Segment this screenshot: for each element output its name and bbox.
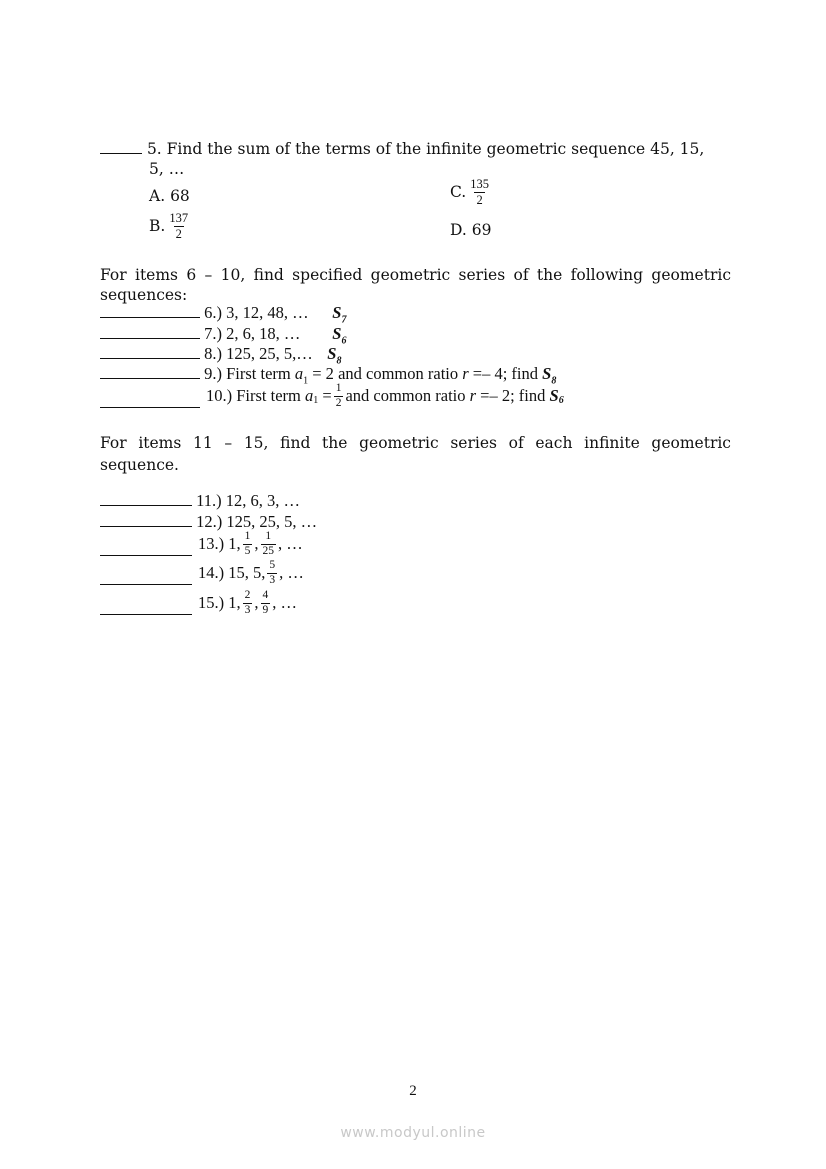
item-10-variable: a xyxy=(305,386,314,405)
item-9-variable-index: 1 xyxy=(303,375,309,387)
option-d-value: 69 xyxy=(471,221,492,239)
item-9-value: = 2 xyxy=(312,364,334,383)
option-c-fraction xyxy=(468,178,491,206)
item-14-first-terms: 15, 5, xyxy=(228,563,266,582)
option-c xyxy=(450,178,493,206)
item-7-sequence: 2, 6, 18, … xyxy=(226,324,301,343)
item-7-series-index: 6 xyxy=(341,335,347,347)
fraction-denominator: 2 xyxy=(335,396,342,409)
item-10-equals: = xyxy=(322,386,332,405)
answer-blank-14[interactable] xyxy=(100,571,192,585)
item-7 xyxy=(100,324,346,346)
item-9-series-index: 8 xyxy=(551,375,557,387)
answer-blank-10[interactable] xyxy=(100,394,200,408)
q5-number: 5. xyxy=(146,140,162,158)
item-10-series-index: 6 xyxy=(558,394,564,406)
item-8-series-symbol: S xyxy=(327,344,337,363)
item-13-ellipsis: , … xyxy=(278,534,303,553)
item-9-ratio-text: and common ratio xyxy=(338,364,459,383)
item-15-first-term: 1, xyxy=(228,593,241,612)
item-10-variable-index: 1 xyxy=(313,394,319,406)
item-9-variable: a xyxy=(294,364,304,383)
item-6-number: 6.) xyxy=(204,303,222,322)
option-d-label: D. xyxy=(450,221,467,239)
page-number: 2 xyxy=(409,1083,417,1099)
item-11-number: 11.) xyxy=(196,491,222,510)
item-11-sequence: 12, 6, 3, … xyxy=(225,491,301,510)
question-5 xyxy=(100,140,740,178)
fraction-numerator: 137 xyxy=(169,211,189,225)
option-b-fraction xyxy=(167,212,190,240)
item-10-number: 10.) xyxy=(206,386,233,405)
item-8-sequence: 125, 25, 5,… xyxy=(226,344,313,363)
item-13: 13.) 1, $\frac{1}{5}$ , $\frac{1}{25}$ , … xyxy=(100,531,303,557)
item-7-series-symbol: S xyxy=(332,324,342,343)
item-11 xyxy=(100,491,300,511)
section2-instructions-cont: sequence. xyxy=(100,456,179,474)
item-15-fraction-2 xyxy=(261,590,271,616)
option-a xyxy=(149,187,190,205)
watermark: www.modyul.online xyxy=(340,1125,486,1141)
fraction-denominator: 25 xyxy=(262,544,274,557)
item-6-series-symbol: S xyxy=(332,303,342,322)
item-12-number: 12.) xyxy=(196,512,223,531)
option-a-value: 68 xyxy=(170,187,190,205)
item-14-ellipsis: , … xyxy=(279,563,304,582)
item-9-number: 9.) xyxy=(204,364,222,383)
answer-blank-8[interactable] xyxy=(100,345,200,359)
fraction-denominator: 9 xyxy=(262,603,269,616)
item-9-series-symbol: S xyxy=(542,364,552,383)
fraction-numerator: 1 xyxy=(335,382,342,394)
item-10-fraction xyxy=(334,383,344,409)
item-10-ratio-variable: r xyxy=(469,386,477,405)
item-10-ratio-value: =– 2; find xyxy=(480,386,546,405)
section1-instructions-cont: sequences: xyxy=(100,286,188,304)
option-d xyxy=(450,221,491,239)
option-b-label: B. xyxy=(149,217,166,235)
item-8-number: 8.) xyxy=(204,344,222,363)
q5-text-cont: 5, … xyxy=(149,160,185,178)
answer-blank-12[interactable] xyxy=(100,513,192,527)
item-8-series-index: 8 xyxy=(336,355,342,367)
item-6-sequence: 3, 12, 48, … xyxy=(226,303,309,322)
item-15: 15.) 1, $\frac{2}{3}$ , $\frac{4}{9}$ , … xyxy=(100,590,297,616)
answer-blank-6[interactable] xyxy=(100,304,200,318)
item-10 xyxy=(100,383,564,409)
fraction-numerator: 5 xyxy=(269,559,276,571)
fraction-denominator: 3 xyxy=(269,573,276,586)
item-10-text: First term xyxy=(236,386,301,405)
option-c-label: C. xyxy=(450,183,467,201)
fraction-denominator: 2 xyxy=(175,226,182,241)
item-15-ellipsis: , … xyxy=(272,593,297,612)
fraction-numerator: 2 xyxy=(244,589,251,601)
item-9-ratio-variable: r xyxy=(462,364,469,383)
fraction-denominator: 5 xyxy=(244,544,251,557)
answer-blank-9[interactable] xyxy=(100,365,200,379)
item-14-fraction-1 xyxy=(267,560,277,586)
item-13-fraction-1 xyxy=(243,531,253,557)
item-13-fraction-2 xyxy=(261,531,277,557)
item-13-number: 13.) xyxy=(198,534,225,553)
option-b xyxy=(149,212,192,240)
section2-instructions: For items 11 – 15, find the geometric series of each infinite geometric xyxy=(100,434,731,452)
item-6 xyxy=(100,303,346,325)
answer-blank-13[interactable] xyxy=(100,542,192,556)
fraction-denominator: 3 xyxy=(244,603,251,616)
item-10-ratio-text: and common ratio xyxy=(345,386,466,405)
item-15-number: 15.) xyxy=(198,593,225,612)
item-15-fraction-1 xyxy=(243,590,253,616)
item-7-number: 7.) xyxy=(204,324,222,343)
answer-blank-5[interactable] xyxy=(100,140,142,154)
answer-blank-15[interactable] xyxy=(100,601,192,615)
item-14 xyxy=(100,560,304,586)
item-12 xyxy=(100,512,317,532)
item-6-series-index: 7 xyxy=(341,314,347,326)
item-8 xyxy=(100,344,341,366)
item-9-ratio-value: =– 4; find xyxy=(472,364,539,383)
section1-instructions: For items 6 – 10, find specified geometric series of the following geometric xyxy=(100,266,731,284)
answer-blank-7[interactable] xyxy=(100,325,200,339)
fraction-denominator: 2 xyxy=(476,192,483,207)
fraction-numerator: 1 xyxy=(265,530,272,542)
item-14-number: 14.) xyxy=(198,563,225,582)
answer-blank-11[interactable] xyxy=(100,492,192,506)
item-9-text: First term xyxy=(226,364,291,383)
item-12-sequence: 125, 25, 5, … xyxy=(226,512,318,531)
fraction-numerator: 135 xyxy=(470,177,489,191)
fraction-numerator: 4 xyxy=(262,589,269,601)
item-10-series-symbol: S xyxy=(549,386,559,405)
q5-text: Find the sum of the terms of the infinite geometric sequence 45, 15, xyxy=(166,140,705,158)
fraction-numerator: 1 xyxy=(244,530,251,542)
item-13-first-term: 1, xyxy=(228,534,241,553)
option-a-label: A. xyxy=(149,187,166,205)
